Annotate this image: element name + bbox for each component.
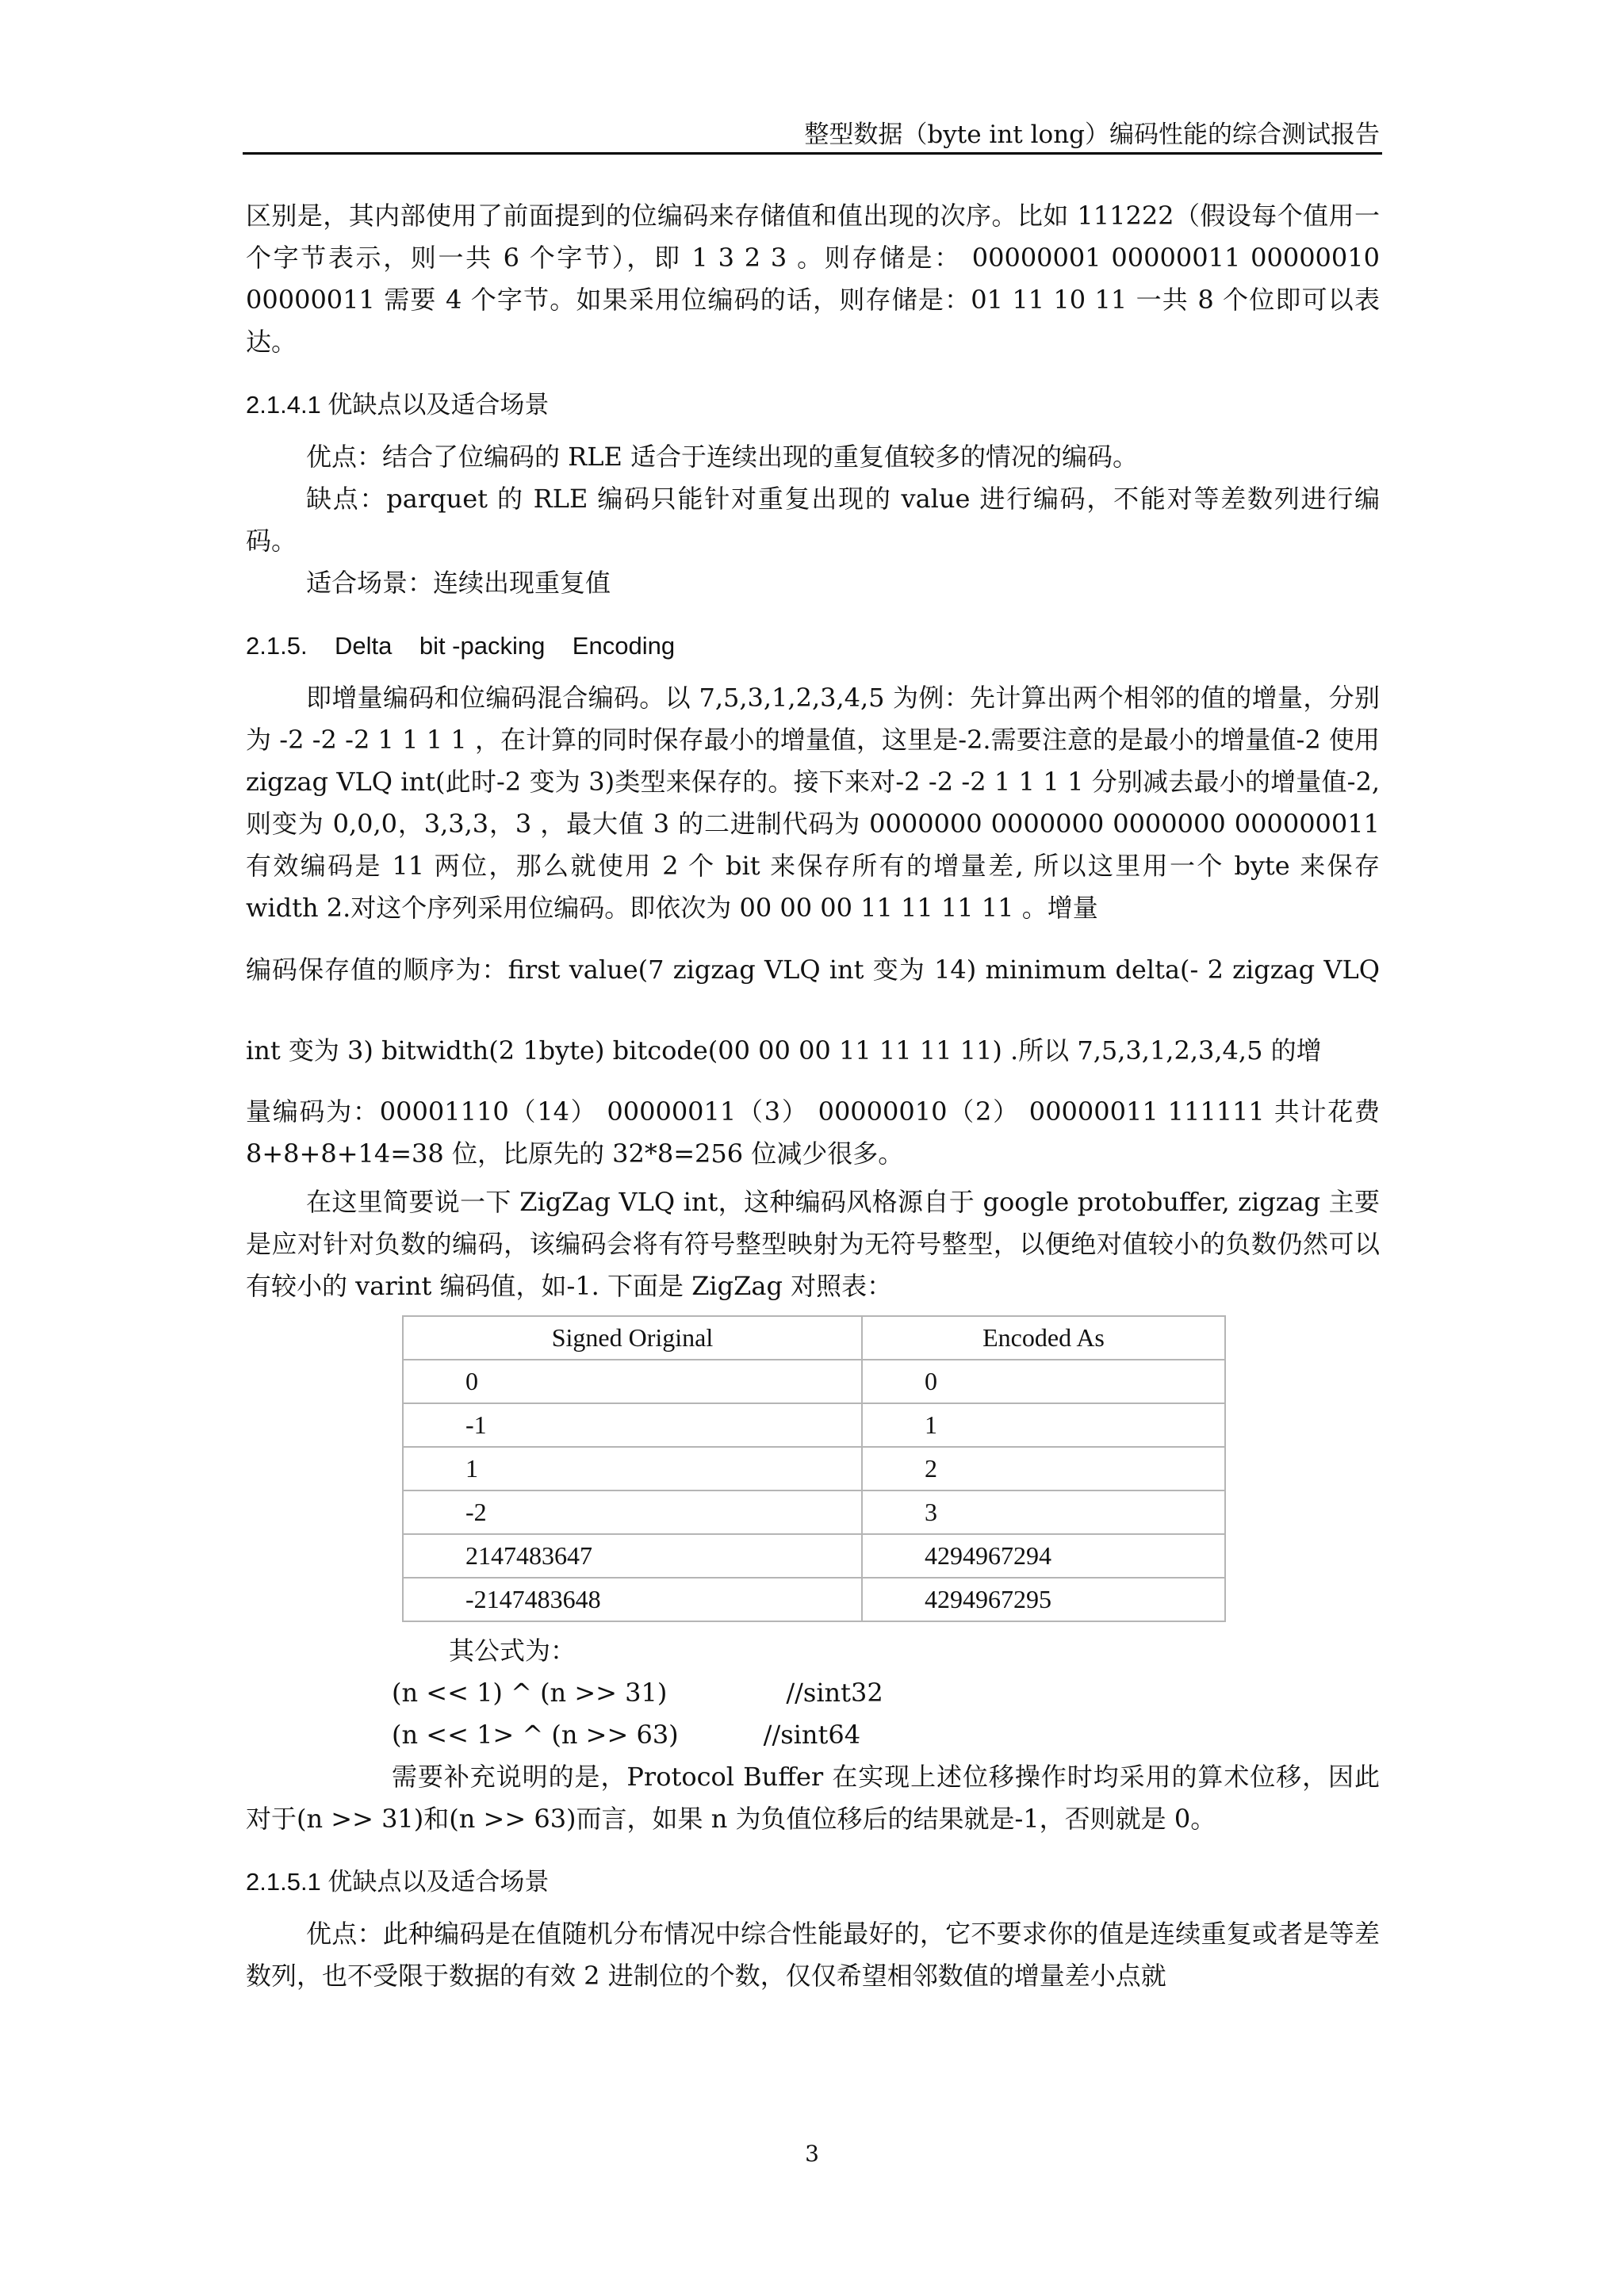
header-rule <box>243 152 1382 155</box>
formula-lead: 其公式为： <box>449 1636 576 1666</box>
table-cell: 0 <box>403 1360 862 1403</box>
delta-paragraph-1: 即增量编码和位编码混合编码。以 7,5,3,1,2,3,4,5 为例：先计算出两个相邻的值的增量，分别为 -2 -2 -2 1 1 1 1 ，在计算的同时保存最小的增量值，这里是-2.需要注意的是最小的增量值-2 使用 zigzag VLQ int(此时-2 变为 3)类型来保存的。接下来对-2 -2 -2 1 1 1 1 分别减去最小的增量值-2,则变为 0,0,0，3,3,3，3 ，最大值 3 的二进制代码为 0000000 0000000 0000000 000000011 有效编码是 11 两位，那么就使用 2 个 bit 来保存所有的增量差, 所以这里用一个 byte 来保存 width 2.对这个序列采用位编码。即依次为 00 00 00 11 11 11 11 。增量 <box>246 683 1380 923</box>
table-row <box>403 1578 1225 1621</box>
rle-cons: 缺点：parquet 的 RLE 编码只能针对重复出现的 value 进行编码，不能对等差数列进行编码。 <box>246 484 1380 556</box>
table-cell: -1 <box>403 1403 862 1447</box>
table-cell: 0 <box>862 1360 1225 1403</box>
table-header-cell: Encoded As <box>862 1316 1225 1360</box>
table-cell: 1 <box>403 1447 862 1490</box>
table-row <box>403 1360 1225 1403</box>
section-heading-delta: 2.1.5. Delta bit -packing Encoding <box>246 632 676 660</box>
section-heading-rle-pros: 2.1.4.1 优缺点以及适合场景 <box>246 391 550 419</box>
rle-scenario: 适合场景：连续出现重复值 <box>306 568 611 598</box>
table-cell: 2 <box>862 1447 1225 1490</box>
table-cell: 2147483647 <box>403 1534 862 1578</box>
intro-paragraph: 区别是，其内部使用了前面提到的位编码来存储值和值出现的次序。比如 111222（假设每个值用一个字节表示，则一共 6 个字节），即 1 3 2 3 。则存储是： 00000001 00000011 00000010 00000011 需要 4 个字节。如果采用位编码的话，则存储是：01 11 10 11 一共 8 个位即可以表达。 <box>246 201 1380 357</box>
delta-paragraph-2: 编码保存值的顺序为：first value(7 zigzag VLQ int 变为 14) minimum delta(- 2 zigzag VLQ int 变为 3) bitwidth(2 1byte) bitcode(00 00 00 11 11 11 11) .所以 7,5,3,1,2,3,4,5 的增 <box>246 955 1380 1066</box>
table-row <box>403 1447 1225 1490</box>
table-header-cell: Signed Original <box>403 1316 862 1360</box>
zigzag-paragraph: 在这里简要说一下 ZigZag VLQ int，这种编码风格源自于 google protobuffer, zigzag 主要是应对针对负数的编码，该编码会将有符号整型映射为无符号整型，以便绝对值较小的负数仍然可以有较小的 varint 编码值，如-1. 下面是 ZigZag 对照表： <box>246 1187 1380 1301</box>
table-cell: -2147483648 <box>403 1578 862 1621</box>
table-cell: 4294967295 <box>862 1578 1225 1621</box>
table-cell: 4294967294 <box>862 1534 1225 1578</box>
formula-note: 需要补充说明的是，Protocol Buffer 在实现上述位移操作时均采用的算术位移，因此对于(n >> 31)和(n >> 63)而言，如果 n 为负值位移后的结果就是-1，否则就是 0。 <box>246 1762 1380 1834</box>
rle-pros: 优点：结合了位编码的 RLE 适合于连续出现的重复值较多的情况的编码。 <box>306 442 1139 472</box>
section-heading-delta-pros: 2.1.5.1 优缺点以及适合场景 <box>246 1868 550 1896</box>
table-row <box>403 1403 1225 1447</box>
table-row <box>403 1534 1225 1578</box>
running-title: 整型数据（byte int long）编码性能的综合测试报告 <box>804 121 1380 149</box>
formula-sint64 <box>392 1714 1380 1756</box>
zigzag-table <box>402 1315 1226 1622</box>
table-row <box>403 1490 1225 1534</box>
formula-sint32 <box>392 1672 1380 1714</box>
table-header-row <box>403 1316 1225 1360</box>
formula-expression: (n << 1) ^ (n >> 31) <box>392 1678 668 1708</box>
table-cell: 3 <box>862 1490 1225 1534</box>
formula-expression: (n << 1> ^ (n >> 63) <box>392 1720 679 1750</box>
table-cell: -2 <box>403 1490 862 1534</box>
table-cell: 1 <box>862 1403 1225 1447</box>
formula-comment: //sint64 <box>763 1720 861 1750</box>
formula-comment: //sint32 <box>786 1678 883 1708</box>
page-body <box>246 195 1380 1997</box>
delta-pros: 优点：此种编码是在值随机分布情况中综合性能最好的，它不要求你的值是连续重复或者是等差数列，也不受限于数据的有效 2 进制位的个数，仅仅希望相邻数值的增量差小点就 <box>246 1919 1380 1991</box>
page-number: 3 <box>805 2141 819 2167</box>
delta-paragraph-3: 量编码为：00001110（14） 00000011（3） 00000010（2） 00000011 111111 共计花费 8+8+8+14=38 位，比原先的 32*8=256 位减少很多。 <box>246 1096 1380 1169</box>
